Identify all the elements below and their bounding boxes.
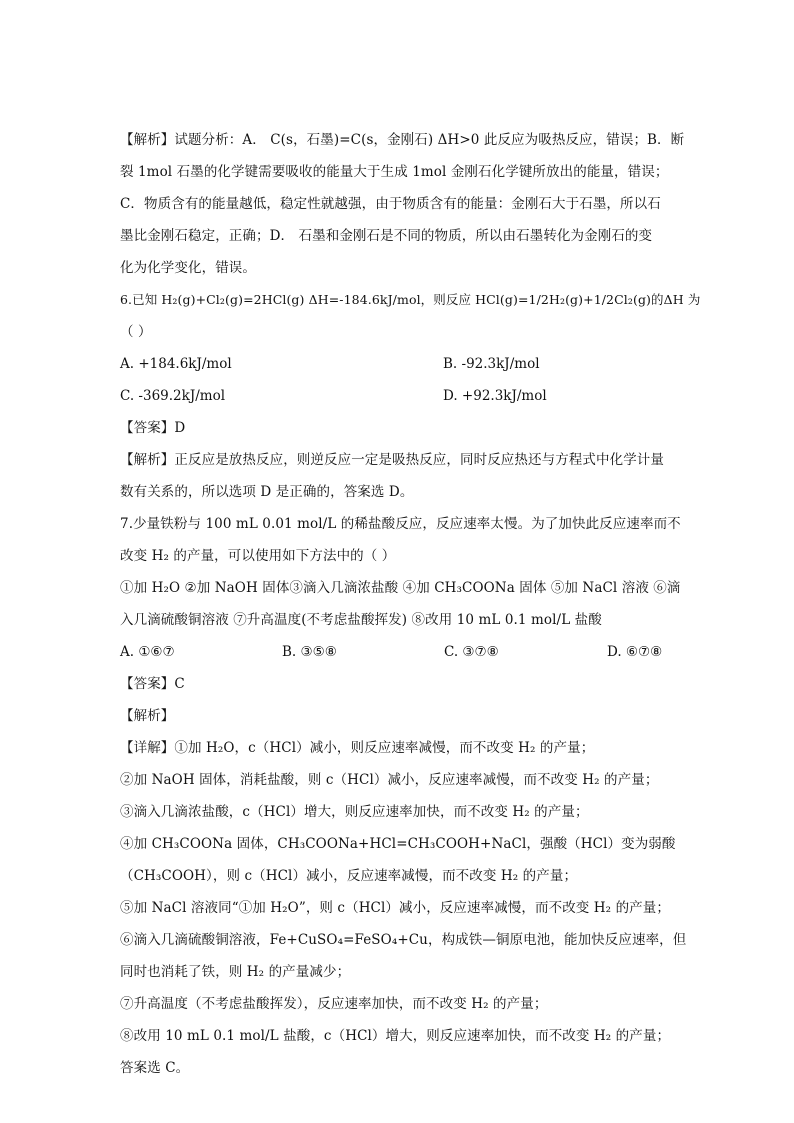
detail-line: 答案选 C。 [120,1060,190,1076]
detail-line: ③滴入几滴浓盐酸，c（HCl）增大，则反应速率加快，而不改变 H₂ 的产量； [120,804,589,820]
text-line: 裂 1mol 石墨的化学键需要吸收的能量大于生成 1mol 金刚石化学键所放出的能量，错误； [120,164,669,180]
question-6-blank: （ ） [120,324,152,340]
text-line: 【解析】试题分析：A． C(s，石墨)=C(s，金刚石) ΔH>0 此反应为吸热反应，错误；B．断 [120,132,685,148]
q6-option-b: B. -92.3kJ/mol [443,356,540,372]
detail-line: ⑤加 NaCl 溶液同“①加 H₂O”，则 c（HCl）减小，反应速率减慢，而不改变 H₂ 的产量； [120,900,670,916]
question-7-stem: 7.少量铁粉与 100 mL 0.01 mol/L 的稀盐酸反应，反应速率太慢。为了加快此反应速率而不 [120,516,681,532]
q7-answer: 【答案】C [120,676,185,692]
q7-option-b: B. ③⑤⑧ [282,644,337,660]
text-line: 墨比金刚石稳定，正确；D． 石墨和金刚石是不同的物质，所以由石墨转化为金刚石的变 [120,228,653,244]
detail-line: 同时也消耗了铁，则 H₂ 的产量减少； [120,964,351,980]
text-line: 改变 H₂ 的产量，可以使用如下方法中的（ ） [120,548,396,564]
detail-line: ④加 CH₃COONa 固体，CH₃COONa+HCl=CH₃COOH+NaCl，强酸（HCl）变为弱酸 [120,836,676,852]
detail-line: （CH₃COOH），则 c（HCl）减小，反应速率减慢，而不改变 H₂ 的产量； [120,868,578,884]
detail-line: ⑧改用 10 mL 0.1 mol/L 盐酸，c（HCl）增大，则反应速率加快，而不改变 H₂ 的产量； [120,1028,671,1044]
text-line: 化为化学变化，错误。 [120,260,256,276]
text-line: C．物质含有的能量越低，稳定性就越强，由于物质含有的能量：金刚石大于石墨，所以石 [120,196,661,212]
text-line: 【解析】正反应是放热反应，则逆反应一定是吸热反应，同时反应热还与方程式中化学计量 [120,452,664,468]
q6-option-d: D. +92.3kJ/mol [443,388,547,404]
q7-option-c: C. ③⑦⑧ [444,644,499,660]
question-6-stem: 6.已知 H₂(g)+Cl₂(g)=2HCl(g) ΔH=-184.6kJ/mol，则反应 HCl(g)=1/2H₂(g)+1/2Cl₂(g)的ΔH 为 [120,292,701,307]
text-line: ①加 H₂O ②加 NaOH 固体③滴入几滴浓盐酸 ④加 CH₃COONa 固体 ⑤加 NaCl 溶液 ⑥滴 [120,580,681,596]
q6-answer: 【答案】D [120,420,186,436]
detail-line: 【详解】①加 H₂O，c（HCl）减小，则反应速率减慢，而不改变 H₂ 的产量； [120,740,595,756]
q6-option-a: A. +184.6kJ/mol [120,356,232,372]
q6-option-c: C. -369.2kJ/mol [120,388,226,404]
detail-line: ⑥滴入几滴硫酸铜溶液，Fe+CuSO₄=FeSO₄+Cu，构成铁—铜原电池，能加快反应速率，但 [120,932,687,948]
q7-option-d: D. ⑥⑦⑧ [607,644,663,660]
q7-analysis-heading: 【解析】 [120,708,175,724]
detail-line: ⑦升高温度（不考虑盐酸挥发），反应速率加快，而不改变 H₂ 的产量； [120,996,548,1012]
text-line: 数有关系的，所以选项 D 是正确的，答案选 D。 [120,484,414,500]
q7-option-a: A. ①⑥⑦ [120,644,175,660]
text-line: 入几滴硫酸铜溶液 ⑦升高温度(不考虑盐酸挥发) ⑧改用 10 mL 0.1 mol/L 盐酸 [120,612,602,628]
detail-line: ②加 NaOH 固体，消耗盐酸，则 c（HCl）减小，反应速率减慢，而不改变 H₂ 的产量； [120,772,659,788]
